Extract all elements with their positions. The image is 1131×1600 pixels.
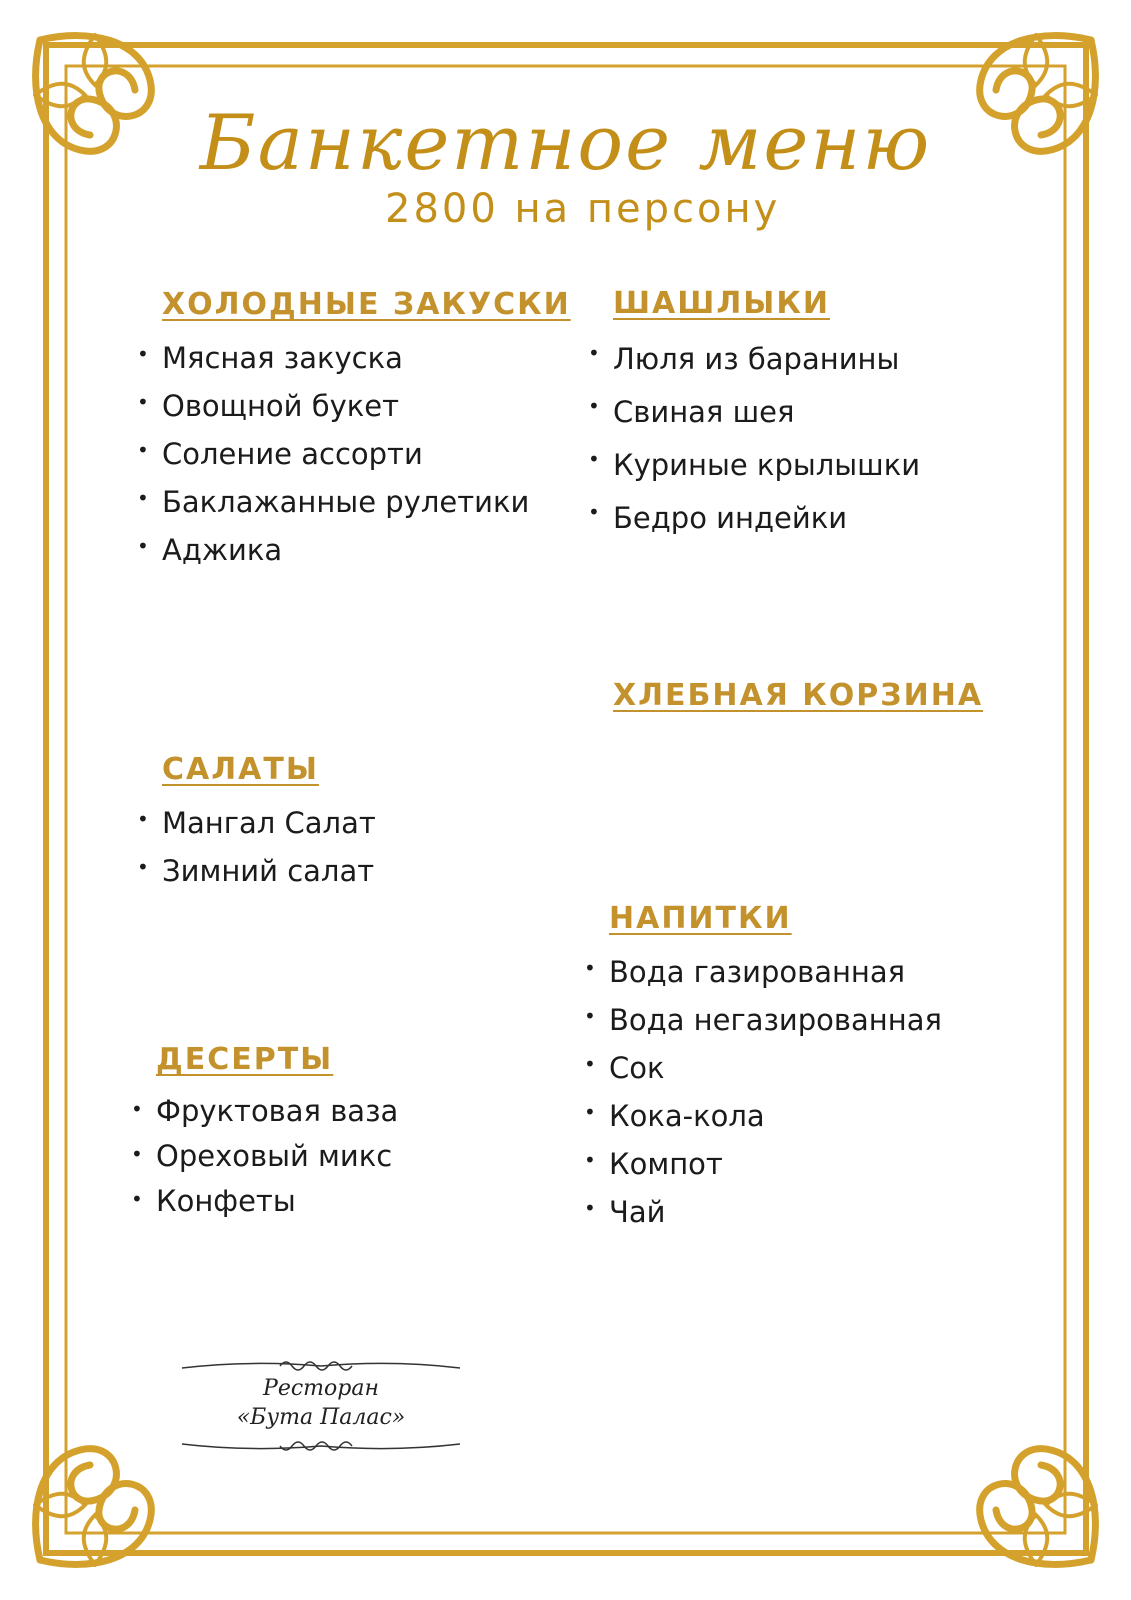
logo-line-restaurant: Ресторан <box>263 1376 379 1401</box>
item-list <box>137 334 571 574</box>
menu-item: • Вода газированная <box>584 948 942 996</box>
section-desserts <box>131 1042 398 1224</box>
menu-item: • Компот <box>584 1140 942 1188</box>
section-heading: НАПИТКИ <box>609 901 792 936</box>
menu-item: • Зимний салат <box>137 847 376 895</box>
section-drinks <box>584 901 942 1236</box>
section-heading: ДЕСЕРТЫ <box>156 1042 334 1077</box>
menu-item: • Соление ассорти <box>137 430 571 478</box>
corner-ornament-bottom-right <box>980 1449 1096 1565</box>
item-list <box>584 948 942 1236</box>
corner-ornament-bottom-left <box>35 1449 151 1565</box>
menu-item: • Чай <box>584 1188 942 1236</box>
section-shashlik <box>588 286 920 545</box>
section-salads <box>137 752 376 895</box>
item-list <box>588 333 920 545</box>
menu-item: • Сок <box>584 1044 942 1092</box>
menu-item: • Баклажанные рулетики <box>137 478 571 526</box>
menu-item: • Мангал Салат <box>137 799 376 847</box>
menu-item: • Люля из баранины <box>588 333 920 386</box>
section-bread-basket <box>588 678 983 725</box>
section-cold-appetizers <box>137 287 571 574</box>
section-heading: ХОЛОДНЫЕ ЗАКУСКИ <box>162 287 571 322</box>
item-list <box>131 1089 398 1224</box>
menu-item: • Вода негазированная <box>584 996 942 1044</box>
price-per-person: 2800 на персону <box>385 186 781 232</box>
menu-item: • Конфеты <box>131 1179 398 1224</box>
menu-item: • Кока-кола <box>584 1092 942 1140</box>
logo-line-name: «Бута Палас» <box>236 1405 406 1430</box>
menu-item: • Куриные крылышки <box>588 439 920 492</box>
item-list <box>137 799 376 895</box>
menu-item: • Бедро индейки <box>588 492 920 545</box>
menu-item: • Овощной букет <box>137 382 571 430</box>
menu-item: • Фруктовая ваза <box>131 1089 398 1134</box>
menu-item: • Мясная закуска <box>137 334 571 382</box>
section-heading: САЛАТЫ <box>162 752 319 787</box>
menu-item: • Ореховый микс <box>131 1134 398 1179</box>
section-heading: ХЛЕБНАЯ КОРЗИНА <box>613 678 984 713</box>
menu-item: • Свиная шея <box>588 386 920 439</box>
menu-item: • Аджика <box>137 526 571 574</box>
section-heading: ШАШЛЫКИ <box>613 286 830 321</box>
restaurant-logo <box>180 1358 462 1454</box>
menu-title: Банкетное меню <box>199 98 932 187</box>
